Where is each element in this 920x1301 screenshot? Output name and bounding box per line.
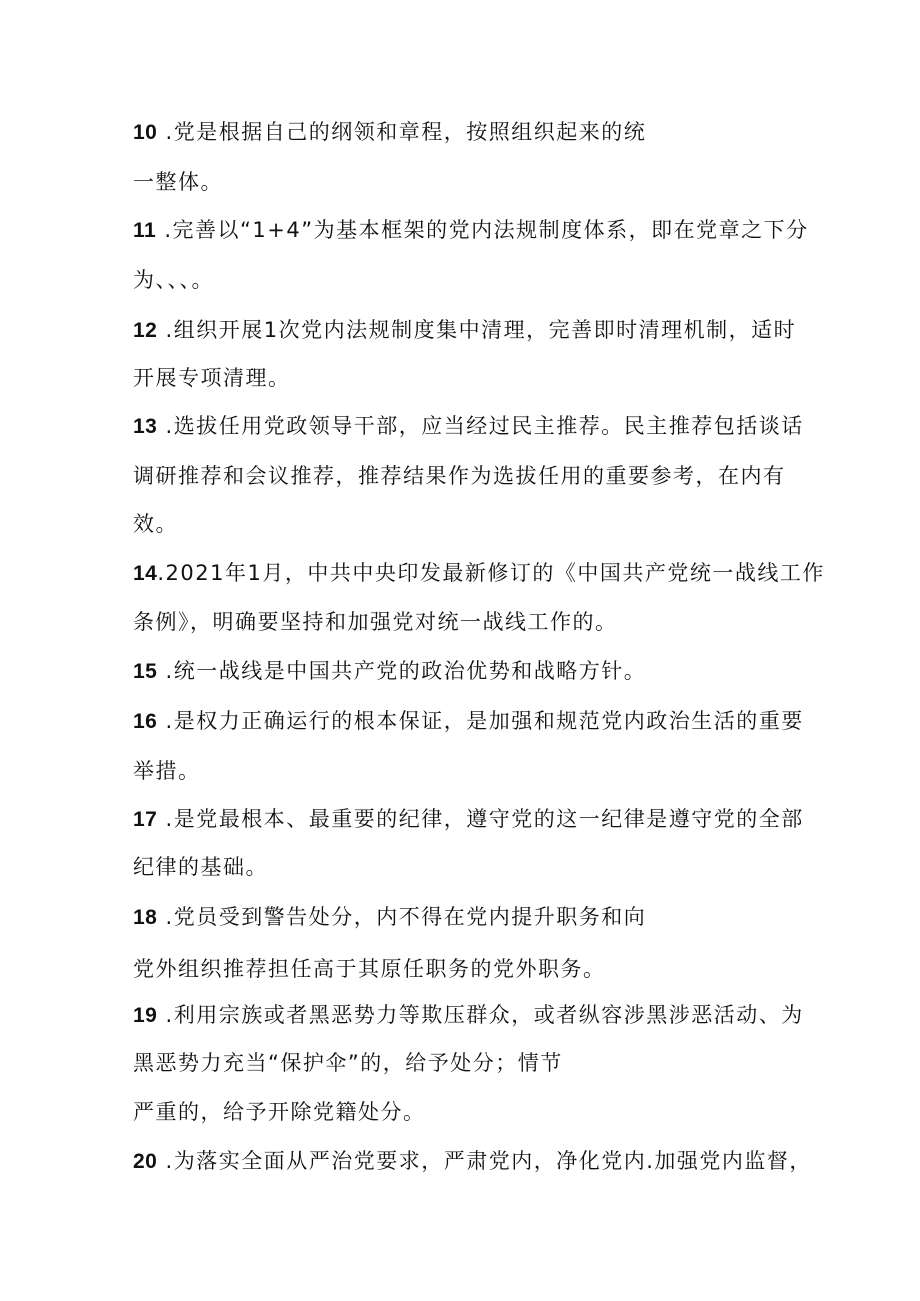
item-text: .是权力正确运行的根本保证，是加强和规范党内政治生活的重要 bbox=[157, 709, 804, 733]
item-text: .2021年1月，中共中央印发最新修订的《中国共产党统一战线工作 bbox=[157, 561, 825, 585]
item-text: .组织开展1次党内法规制度集中清理，完善即时清理机制，适时 bbox=[157, 318, 797, 342]
item-19-line-2: 黑恶势力充当“保护伞”的，给予处分；情节 bbox=[133, 1051, 563, 1075]
item-11-line-1 bbox=[133, 215, 809, 246]
item-19-line-1 bbox=[133, 1000, 804, 1031]
item-text: .完善以“1+4”为基本框架的党内法规制度体系，即在党章之下分 bbox=[156, 218, 809, 242]
item-10-line-1 bbox=[133, 117, 646, 148]
item-15-line-1 bbox=[133, 656, 646, 687]
item-13-line-2: 调研推荐和会议推荐，推荐结果作为选拔任用的重要参考，在内有 bbox=[133, 464, 786, 488]
item-13-line-3: 效。 bbox=[133, 512, 178, 536]
item-number: 10 bbox=[133, 121, 158, 144]
item-17-line-2: 纪律的基础。 bbox=[133, 855, 268, 879]
item-20-line-1 bbox=[133, 1146, 812, 1177]
item-number: 20 bbox=[133, 1150, 158, 1173]
item-text: .为落实全面从严治党要求，严肃党内，净化党内.加强党内监督， bbox=[157, 1149, 812, 1173]
item-number: 16 bbox=[133, 710, 158, 733]
item-10-line-2: 一整体。 bbox=[133, 170, 223, 194]
item-number: 14 bbox=[133, 562, 158, 585]
item-text: .是党最根本、最重要的纪律，遵守党的这一纪律是遵守党的全部 bbox=[157, 807, 804, 831]
item-16-line-1 bbox=[133, 706, 804, 737]
item-16-line-2: 举措。 bbox=[133, 759, 201, 783]
item-19-line-3: 严重的，给予开除党籍处分。 bbox=[133, 1100, 426, 1124]
item-text: .统一战线是中国共产党的政治优势和战略方针。 bbox=[157, 659, 647, 683]
item-12-line-2: 开展专项清理。 bbox=[133, 366, 291, 390]
item-text: .党员受到警告处分，内不得在党内提升职务和向 bbox=[157, 905, 647, 929]
item-number: 18 bbox=[133, 906, 158, 929]
item-11-line-2: 为、、、。 bbox=[133, 268, 214, 292]
item-number: 13 bbox=[133, 415, 158, 438]
item-18-line-1 bbox=[133, 902, 646, 933]
item-number: 19 bbox=[133, 1004, 158, 1027]
item-14-line-2: 条例》，明确要坚持和加强党对统一战线工作的。 bbox=[133, 610, 618, 634]
item-number: 17 bbox=[133, 808, 158, 831]
item-text: .选拔任用党政领导干部，应当经过民主推荐。民主推荐包括谈话 bbox=[157, 414, 804, 438]
item-13-line-1 bbox=[133, 411, 804, 442]
item-text: .党是根据自己的纲领和章程，按照组织起来的统 bbox=[157, 120, 647, 144]
item-text: .利用宗族或者黑恶势力等欺压群众，或者纵容涉黑涉恶活动、为 bbox=[157, 1003, 804, 1027]
item-14-line-1 bbox=[133, 558, 825, 589]
item-12-line-1 bbox=[133, 315, 796, 346]
item-number: 15 bbox=[133, 660, 158, 683]
item-number: 12 bbox=[133, 319, 158, 342]
item-18-line-2: 党外组织推荐担任高于其原任职务的党外职务。 bbox=[133, 957, 606, 981]
item-number: 11 bbox=[133, 219, 157, 242]
item-17-line-1 bbox=[133, 804, 804, 835]
